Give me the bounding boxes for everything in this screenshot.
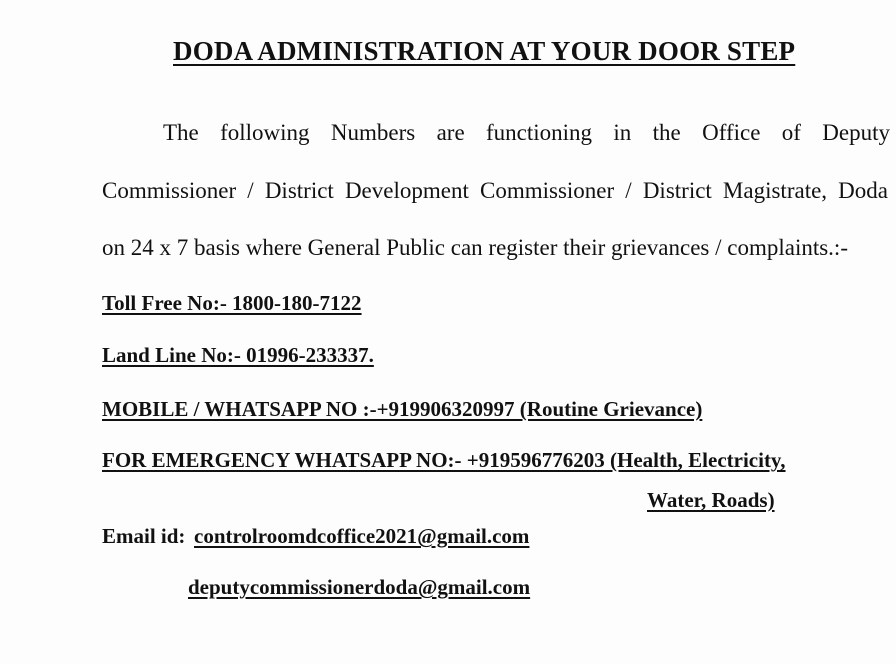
- toll-free-number: Toll Free No:- 1800-180-7122: [102, 291, 362, 315]
- intro-line-1: The following Numbers are functioning in the Office of Deputy: [163, 120, 890, 145]
- emergency-whatsapp-number: FOR EMERGENCY WHATSAPP NO:- +919596776203 (Health, Electricity,: [102, 448, 786, 472]
- intro-line-3: on 24 x 7 basis where General Public can register their grievances / complaints.:-: [102, 235, 848, 260]
- mobile-whatsapp-number: MOBILE / WHATSAPP NO :-+919906320997 (Routine Grievance): [102, 397, 703, 421]
- email-link-control-room[interactable]: controlroomdcoffice2021@gmail.com: [194, 524, 530, 548]
- notice-title: DODA ADMINISTRATION AT YOUR DOOR STEP: [173, 36, 796, 66]
- emergency-categories-continued: Water, Roads): [647, 488, 775, 512]
- email-label: Email id:: [102, 524, 186, 548]
- email-link-deputy-commissioner[interactable]: deputycommissionerdoda@gmail.com: [188, 575, 531, 599]
- intro-line-2: Commissioner / District Development Commissioner / District Magistrate, Doda: [102, 178, 888, 203]
- land-line-number: Land Line No:- 01996-233337.: [102, 343, 374, 367]
